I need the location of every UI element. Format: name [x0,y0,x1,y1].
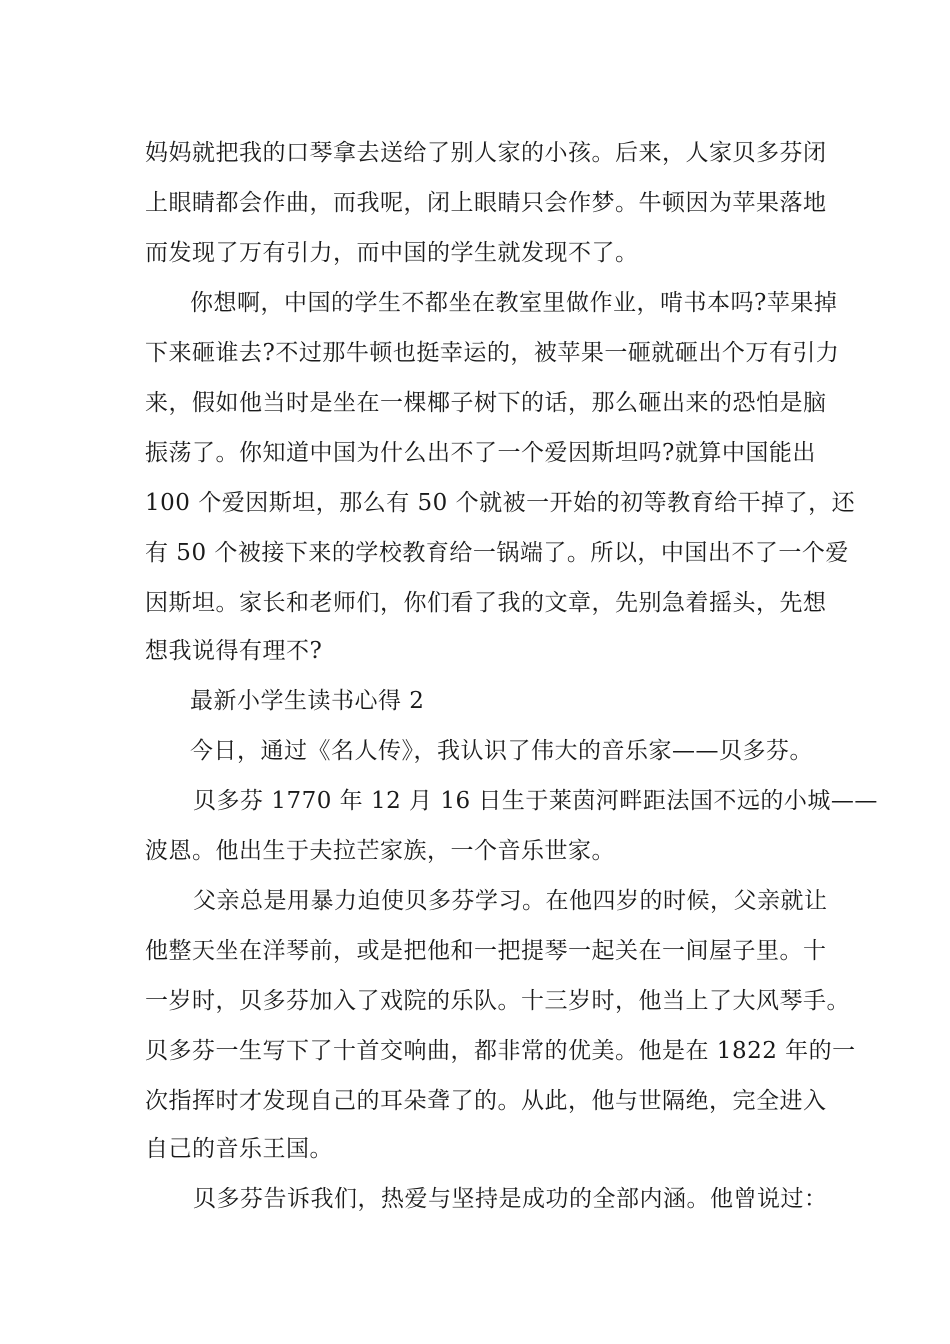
text-line: 妈妈就把我的口琴拿去送给了别人家的小孩。后来，人家贝多芬闭 [145,140,827,166]
paragraph-start-line: 今日，通过《名人传》，我认识了伟大的音乐家——贝多芬。 [190,738,813,764]
text-line: 下来砸谁去?不过那牛顿也挺幸运的，被苹果一砸就砸出个万有引力 [145,340,840,366]
text-line: 有 50 个被接下来的学校教育给一锅端了。所以，中国出不了一个爱 [145,540,849,566]
text-line: 而发现了万有引力，而中国的学生就发现不了。 [145,240,639,266]
text-line: 自己的音乐王国。 [145,1136,333,1162]
text-line: 次指挥时才发现自己的耳朵聋了的。从此，他与世隔绝，完全进入 [145,1088,827,1114]
text-line: 他整天坐在洋琴前，或是把他和一把提琴一起关在一间屋子里。十 [145,938,827,964]
text-line: 贝多芬一生写下了十首交响曲，都非常的优美。他是在 1822 年的一 [145,1038,856,1064]
section-heading: 最新小学生读书心得 2 [190,688,425,714]
text-line: 一岁时，贝多芬加入了戏院的乐队。十三岁时，他当上了大风琴手。 [145,988,850,1014]
paragraph-start-line: 你想啊，中国的学生不都坐在教室里做作业，啃书本吗?苹果掉 [190,290,838,316]
text-line: 振荡了。你知道中国为什么出不了一个爱因斯坦吗?就算中国能出 [145,440,816,466]
paragraph-start-line: 贝多芬 1770 年 12 月 16 日生于莱茵河畔距法国不远的小城—— [193,788,878,814]
paragraph-start-line: 贝多芬告诉我们，热爱与坚持是成功的全部内涵。他曾说过： [193,1186,828,1212]
text-line: 想我说得有理不? [145,638,323,664]
text-line: 因斯坦。家长和老师们，你们看了我的文章，先别急着摇头，先想 [145,590,827,616]
text-line: 100 个爱因斯坦，那么有 50 个就被一开始的初等教育给干掉了，还 [145,490,856,516]
paragraph-start-line: 父亲总是用暴力迫使贝多芬学习。在他四岁的时候，父亲就让 [193,888,828,914]
text-line: 来，假如他当时是坐在一棵椰子树下的话，那么砸出来的恐怕是脑 [145,390,827,416]
text-line: 波恩。他出生于夫拉芒家族，一个音乐世家。 [145,838,615,864]
text-line: 上眼睛都会作曲，而我呢，闭上眼睛只会作梦。牛顿因为苹果落地 [145,190,827,216]
